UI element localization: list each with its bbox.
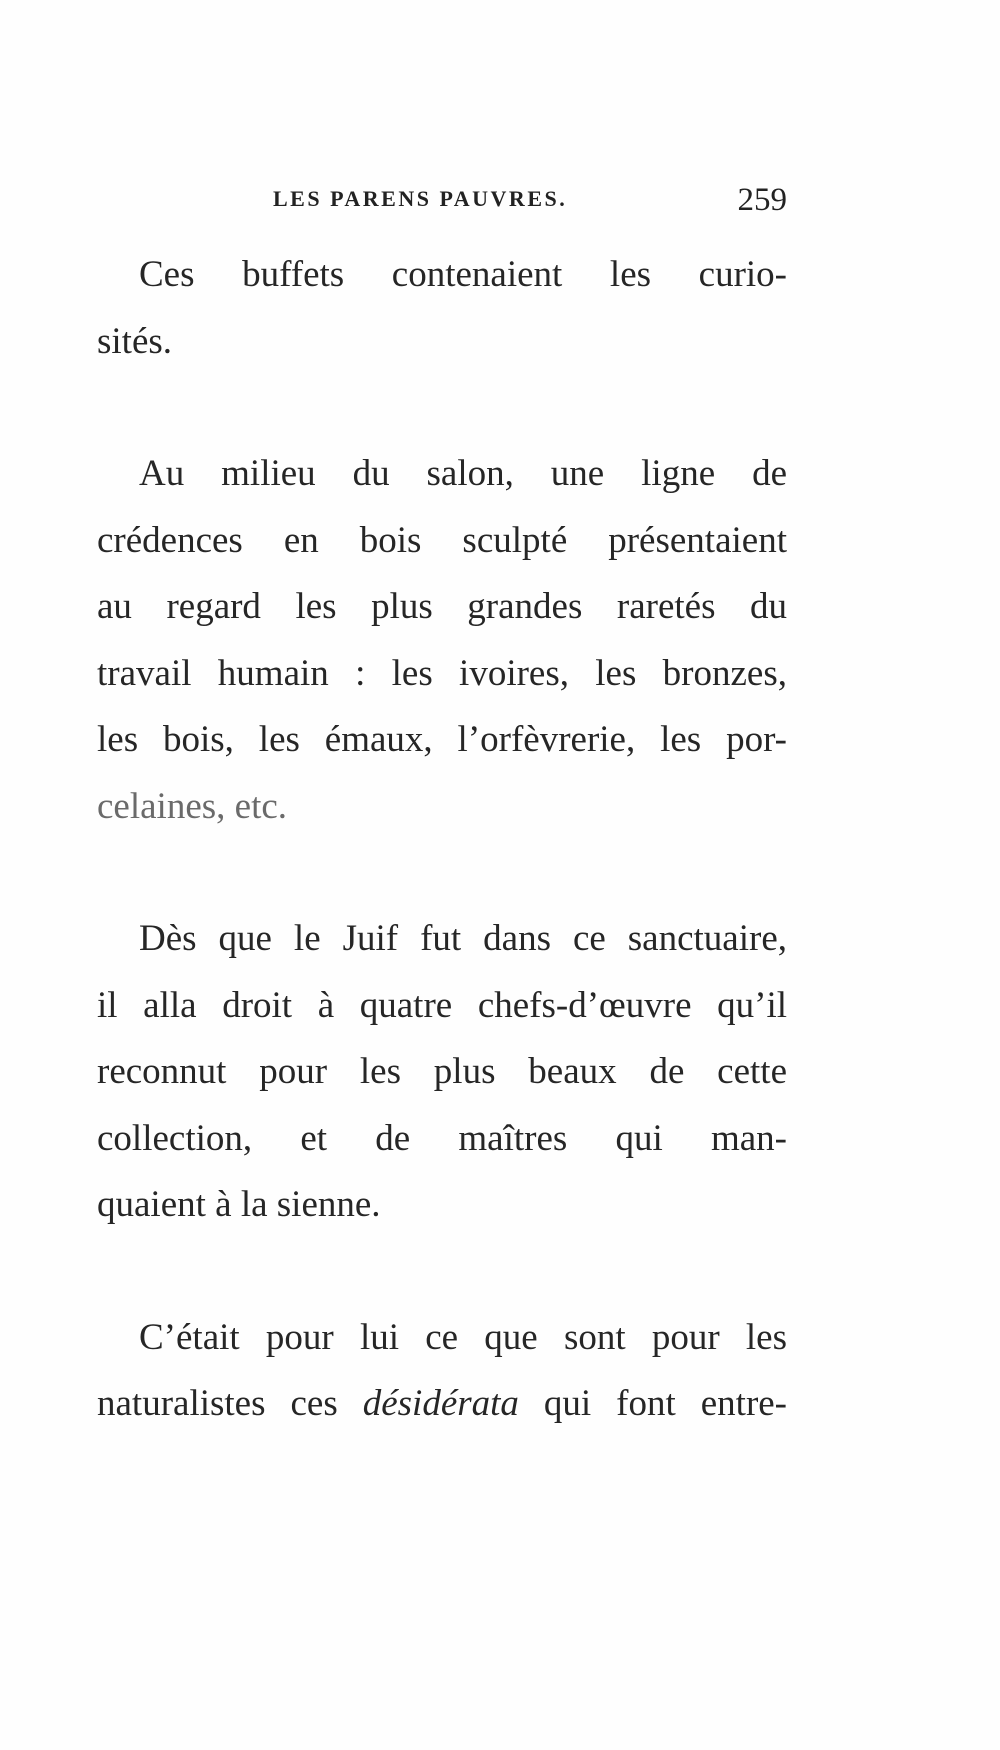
paragraph — [97, 242, 787, 375]
text-line: reconnut pour les plus beaux de cette — [97, 1051, 787, 1092]
paragraph — [97, 906, 787, 1239]
text-line: sités. — [97, 320, 173, 362]
body-text — [97, 242, 787, 1438]
text-line: il alla droit à quatre chefs-d’œuvre qu’il — [97, 984, 787, 1026]
text-line: collection, et de maîtres qui man- — [97, 1117, 787, 1159]
text-line: travail humain : les ivoires, les bronzes, — [97, 652, 787, 694]
text-line: Ces buffets contenaient les curio- — [139, 254, 787, 295]
text-line: C’était pour lui ce que sont pour les — [139, 1316, 787, 1358]
text-line: crédences en bois sculpté présentaient — [97, 519, 787, 561]
text-line: au regard les plus grandes raretés du — [97, 586, 787, 627]
paragraph — [97, 1305, 787, 1438]
text-line: celaines, etc. — [97, 785, 288, 827]
paragraph-gap — [97, 375, 787, 441]
text-line — [97, 1371, 787, 1438]
text-run: qui font entre- — [518, 1383, 787, 1424]
text-line: Au milieu du salon, une ligne de — [139, 453, 787, 494]
paragraph-gap — [97, 1239, 787, 1305]
paragraph — [97, 441, 787, 840]
page-number: 259 — [737, 182, 787, 218]
text-line: quaient à la sienne. — [97, 1184, 381, 1225]
italic-term: désidérata — [362, 1383, 519, 1424]
page-header — [97, 182, 787, 222]
paragraph-gap — [97, 840, 787, 906]
running-title: LES PARENS PAUVRES. — [273, 186, 568, 211]
text-line: les bois, les émaux, l’orfèvrerie, les por- — [97, 719, 787, 760]
text-line: Dès que le Juif fut dans ce sanctuaire, — [139, 918, 787, 959]
text-run: naturalistes ces — [97, 1383, 363, 1424]
